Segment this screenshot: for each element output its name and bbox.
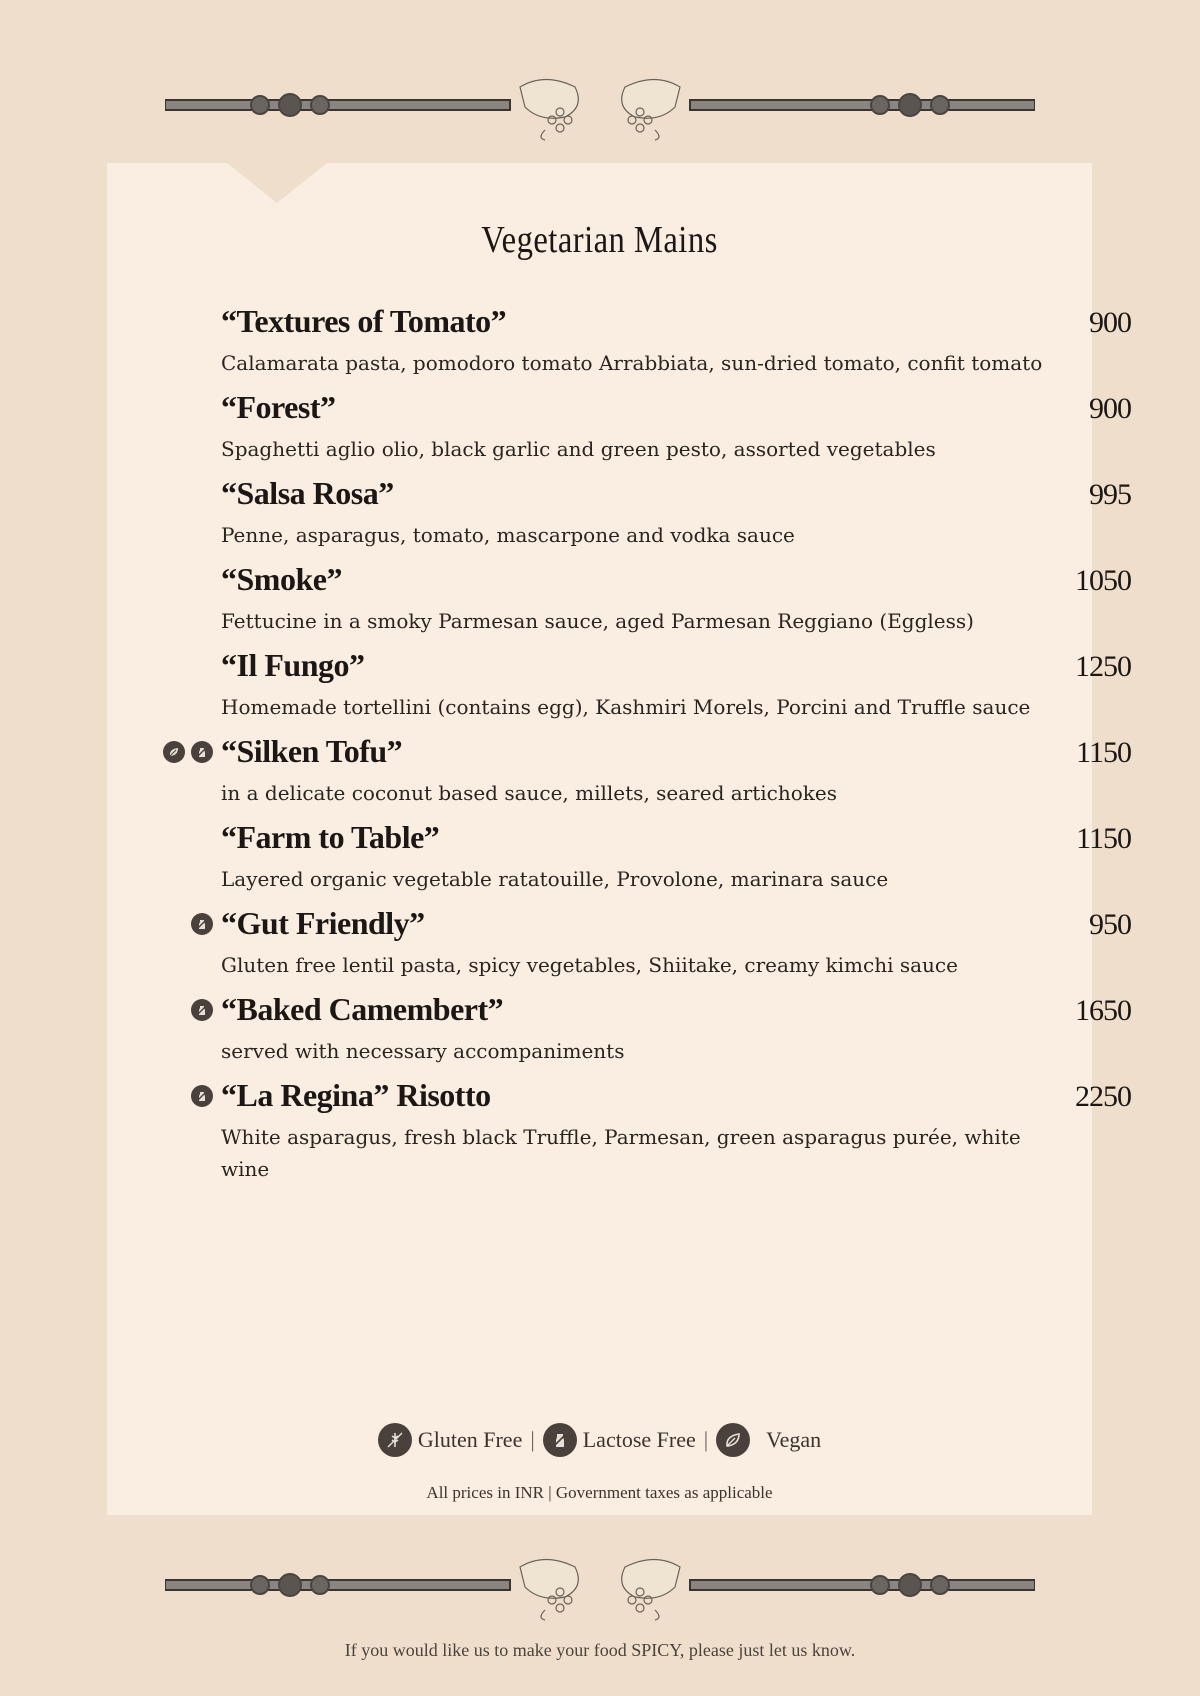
dietary-legend (107, 1423, 1092, 1457)
dietary-badges (191, 913, 213, 935)
item-name: “Salsa Rosa” (221, 475, 394, 511)
legend-lactose-free-label: Lactose Free (582, 1427, 696, 1452)
spicy-note: If you would like us to make your food SPICY, please just let us know. (344, 1640, 856, 1660)
item-name: “Gut Friendly” (221, 905, 425, 941)
legend-gluten-free-label: Gluten Free (417, 1427, 523, 1452)
item-description: Calamarata pasta, pomodoro tomato Arrabbiata, sun-dried tomato, confit tomato (221, 351, 1043, 375)
panel-notch (227, 163, 327, 203)
gluten-free-icon (378, 1423, 412, 1457)
item-description: in a delicate coconut based sauce, millets, seared artichokes (221, 781, 837, 805)
item-price: 1050 (1075, 564, 1131, 597)
item-description: White asparagus, fresh black Truffle, Parmesan, green asparagus purée, white wine (221, 1125, 1021, 1181)
menu-item (221, 303, 1131, 389)
item-name: “Silken Tofu” (221, 733, 403, 769)
lactose-free-icon (191, 741, 213, 763)
menu-item (221, 561, 1131, 647)
menu-item (221, 475, 1131, 561)
item-price: 1250 (1075, 650, 1131, 683)
lactose-free-icon (191, 1085, 213, 1107)
item-description: Penne, asparagus, tomato, mascarpone and vodka sauce (221, 523, 795, 547)
item-price: 1650 (1075, 994, 1131, 1027)
item-price: 900 (1089, 306, 1131, 339)
item-price: 900 (1089, 392, 1131, 425)
legend-vegan-label: Vegan (766, 1427, 822, 1452)
menu-items-list (221, 303, 1131, 1195)
item-price: 995 (1089, 478, 1131, 511)
menu-item (221, 991, 1131, 1077)
item-description: Layered organic vegetable ratatouille, Provolone, marinara sauce (221, 867, 889, 891)
dietary-badges (191, 999, 213, 1021)
menu-item (221, 819, 1131, 905)
legend-separator: | (530, 1427, 535, 1452)
lactose-free-icon (191, 999, 213, 1021)
menu-item (221, 647, 1131, 733)
bottom-ornament-divider (165, 1552, 1035, 1622)
item-price: 1150 (1076, 822, 1131, 855)
lactose-free-icon (191, 913, 213, 935)
item-name: “Textures of Tomato” (221, 303, 507, 339)
item-name: “Il Fungo” (221, 647, 365, 683)
item-name: “Forest” (221, 389, 336, 425)
menu-item (221, 905, 1131, 991)
legend-separator: | (703, 1427, 709, 1452)
item-name: “Farm to Table” (221, 819, 440, 855)
item-description: Gluten free lentil pasta, spicy vegetables, Shiitake, creamy kimchi sauce (221, 953, 958, 977)
item-price: 2250 (1075, 1080, 1131, 1113)
item-price: 1150 (1076, 736, 1131, 769)
item-description: served with necessary accompaniments (221, 1039, 625, 1063)
item-description: Fettucine in a smoky Parmesan sauce, aged Parmesan Reggiano (Eggless) (221, 609, 974, 633)
menu-panel (107, 163, 1131, 1515)
dietary-badges (191, 1085, 213, 1107)
item-name: “Smoke” (221, 561, 342, 597)
item-description: Homemade tortellini (contains egg), Kashmiri Morels, Porcini and Truffle sauce (221, 695, 1031, 719)
item-name: “Baked Camembert” (221, 991, 504, 1027)
section-title: Vegetarian Mains (481, 219, 718, 261)
item-price: 950 (1089, 908, 1131, 941)
item-name: “La Regina” Risotto (221, 1077, 491, 1113)
lactose-free-icon (543, 1423, 577, 1457)
menu-item (221, 733, 1131, 819)
dietary-badges (163, 741, 213, 763)
vegan-icon (163, 741, 185, 763)
item-description: Spaghetti aglio olio, black garlic and green pesto, assorted vegetables (221, 437, 936, 461)
top-ornament-divider (165, 72, 1035, 142)
menu-item (221, 1077, 1131, 1195)
vegan-icon (716, 1423, 750, 1457)
menu-item (221, 389, 1131, 475)
price-note: All prices in INR | Government taxes as applicable (426, 1483, 773, 1502)
